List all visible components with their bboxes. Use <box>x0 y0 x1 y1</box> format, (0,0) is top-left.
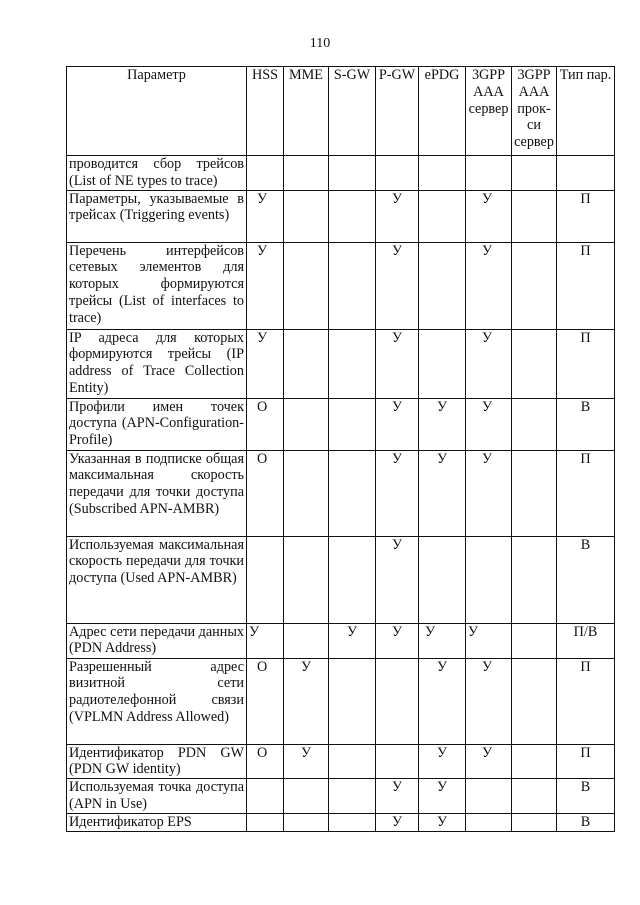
mme-cell <box>284 536 329 623</box>
sgw-cell <box>329 450 376 536</box>
type-cell: В <box>557 779 615 814</box>
mme-cell <box>284 190 329 242</box>
pgw-cell: У <box>376 190 419 242</box>
epdg-cell: У <box>419 658 466 744</box>
sgw-cell <box>329 536 376 623</box>
sgw-cell <box>329 779 376 814</box>
hss-cell <box>247 779 284 814</box>
table-row <box>67 658 615 744</box>
pgw-cell: У <box>376 779 419 814</box>
epdg-cell: У <box>419 779 466 814</box>
table-row <box>67 623 615 658</box>
mme-cell <box>284 398 329 450</box>
sgw-cell <box>329 814 376 832</box>
aaa-proxy-cell <box>512 190 557 242</box>
type-cell: В <box>557 814 615 832</box>
mme-cell <box>284 779 329 814</box>
hss-cell: О <box>247 658 284 744</box>
aaa-proxy-cell <box>512 536 557 623</box>
epdg-cell: У <box>419 623 466 658</box>
aaa-cell: У <box>466 623 512 658</box>
table-row <box>67 329 615 398</box>
table-row <box>67 536 615 623</box>
aaa-cell: У <box>466 658 512 744</box>
epdg-cell <box>419 156 466 191</box>
mme-cell <box>284 242 329 329</box>
sgw-cell <box>329 190 376 242</box>
aaa-proxy-cell <box>512 658 557 744</box>
sgw-cell <box>329 329 376 398</box>
aaa-proxy-cell <box>512 814 557 832</box>
epdg-cell <box>419 536 466 623</box>
hss-cell: О <box>247 744 284 779</box>
pgw-cell: У <box>376 536 419 623</box>
epdg-cell: У <box>419 450 466 536</box>
type-cell: П <box>557 242 615 329</box>
pgw-cell: У <box>376 450 419 536</box>
epdg-cell <box>419 190 466 242</box>
aaa-proxy-cell <box>512 623 557 658</box>
aaa-proxy-cell <box>512 450 557 536</box>
hss-cell <box>247 536 284 623</box>
epdg-cell <box>419 329 466 398</box>
aaa-cell: У <box>466 242 512 329</box>
aaa-cell: У <box>466 190 512 242</box>
type-cell: В <box>557 536 615 623</box>
param-cell: Параметры, указываемые в трейсах (Triggering events) <box>67 190 247 242</box>
header-3gpp-aaa-server: 3GPP AAA сервер <box>466 67 512 156</box>
epdg-cell <box>419 242 466 329</box>
pgw-cell: У <box>376 329 419 398</box>
param-cell: Используемая максимальная скорость передачи для точки доступа (Used APN-AMBR) <box>67 536 247 623</box>
aaa-cell <box>466 779 512 814</box>
table-row <box>67 156 615 191</box>
param-cell: Профили имен точек доступа (APN-Configuration-Profile) <box>67 398 247 450</box>
table-row <box>67 779 615 814</box>
header-parameter: Параметр <box>67 67 247 156</box>
parameters-table <box>66 66 615 832</box>
sgw-cell <box>329 242 376 329</box>
hss-cell: У <box>247 329 284 398</box>
hss-cell: О <box>247 450 284 536</box>
pgw-cell: У <box>376 814 419 832</box>
hss-cell: У <box>247 190 284 242</box>
header-sgw: S-GW <box>329 67 376 156</box>
table-row <box>67 190 615 242</box>
aaa-proxy-cell <box>512 779 557 814</box>
mme-cell <box>284 329 329 398</box>
param-cell: Используемая точка доступа (APN in Use) <box>67 779 247 814</box>
type-cell: П/В <box>557 623 615 658</box>
param-cell: IP адреса для которых формируются трейсы (IP address of Trace Collection Entity) <box>67 329 247 398</box>
param-cell: Идентификатор PDN GW (PDN GW identity) <box>67 744 247 779</box>
pgw-cell <box>376 744 419 779</box>
param-cell: Указанная в подписке общая максимальная скорость передачи для точки доступа (Subscribed APN-AMBR) <box>67 450 247 536</box>
pgw-cell: У <box>376 623 419 658</box>
hss-cell <box>247 156 284 191</box>
header-param-type: Тип пар. <box>557 67 615 156</box>
header-row <box>67 67 615 156</box>
type-cell: П <box>557 658 615 744</box>
pgw-cell <box>376 156 419 191</box>
param-cell: Адрес сети передачи данных (PDN Address) <box>67 623 247 658</box>
sgw-cell <box>329 658 376 744</box>
sgw-cell <box>329 156 376 191</box>
mme-cell <box>284 450 329 536</box>
type-cell: П <box>557 190 615 242</box>
sgw-cell: У <box>329 623 376 658</box>
page-number: 110 <box>309 36 331 51</box>
epdg-cell: У <box>419 744 466 779</box>
epdg-cell: У <box>419 398 466 450</box>
type-cell: П <box>557 450 615 536</box>
aaa-proxy-cell <box>512 156 557 191</box>
table-row <box>67 242 615 329</box>
aaa-cell <box>466 536 512 623</box>
type-cell: П <box>557 329 615 398</box>
mme-cell <box>284 156 329 191</box>
pgw-cell: У <box>376 398 419 450</box>
table-row <box>67 744 615 779</box>
table-row <box>67 398 615 450</box>
type-cell <box>557 156 615 191</box>
aaa-proxy-cell <box>512 242 557 329</box>
aaa-cell: У <box>466 398 512 450</box>
pgw-cell: У <box>376 242 419 329</box>
aaa-cell <box>466 156 512 191</box>
hss-cell: У <box>247 242 284 329</box>
epdg-cell: У <box>419 814 466 832</box>
aaa-proxy-cell <box>512 398 557 450</box>
table-row <box>67 814 615 832</box>
sgw-cell <box>329 744 376 779</box>
param-cell: Разрешенный адрес визитной сети радиотелефонной связи (VPLMN Address Allowed) <box>67 658 247 744</box>
type-cell: В <box>557 398 615 450</box>
aaa-cell: У <box>466 450 512 536</box>
aaa-proxy-cell <box>512 329 557 398</box>
aaa-proxy-cell <box>512 744 557 779</box>
header-hss: HSS <box>247 67 284 156</box>
aaa-cell: У <box>466 744 512 779</box>
mme-cell: У <box>284 658 329 744</box>
header-epdg: ePDG <box>419 67 466 156</box>
aaa-cell <box>466 814 512 832</box>
param-cell: Идентификатор EPS <box>67 814 247 832</box>
param-cell: Перечень интерфейсов сетевых элементов для которых формируются трейсы (List of interfaces to trace) <box>67 242 247 329</box>
mme-cell <box>284 623 329 658</box>
header-3gpp-aaa-proxy-server: 3GPP AAA прок-си сервер <box>512 67 557 156</box>
header-mme: MME <box>284 67 329 156</box>
hss-cell <box>247 814 284 832</box>
hss-cell: О <box>247 398 284 450</box>
type-cell: П <box>557 744 615 779</box>
param-cell: проводится сбор трейсов (List of NE types to trace) <box>67 156 247 191</box>
aaa-cell: У <box>466 329 512 398</box>
hss-cell: У <box>247 623 284 658</box>
pgw-cell <box>376 658 419 744</box>
mme-cell <box>284 814 329 832</box>
table-row <box>67 450 615 536</box>
mme-cell: У <box>284 744 329 779</box>
header-pgw: P-GW <box>376 67 419 156</box>
sgw-cell <box>329 398 376 450</box>
